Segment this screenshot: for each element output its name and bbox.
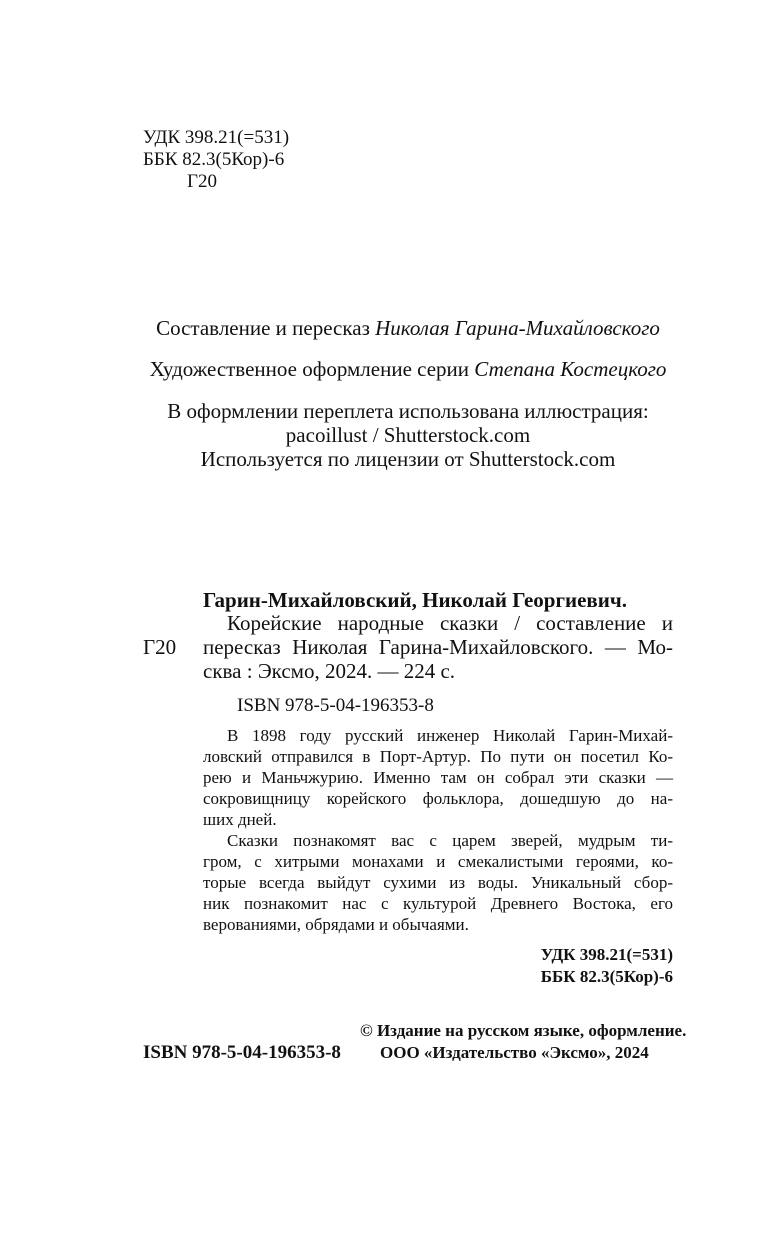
udk-code: УДК 398.21(=531) [143,127,290,148]
copyright-holder: ООО «Издательство «Эксмо», 2024 [380,1043,649,1062]
compilation-name: Николая Гарина-Михайловского [375,316,660,340]
compilation-label: Составление и пересказ [156,316,370,340]
series-design-name: Степана Костецкого [474,357,667,381]
catalog-desc-line: пересказ Николая Гарина-Михайловского. — Мо- [203,635,673,659]
annotation-line: сокровищницу корейского фольклора, дошедшую до на- [203,789,673,808]
annotation-line: ник познакомит нас с культурой Древнего Востока, его [203,894,673,913]
catalog-author-mark: Г20 [143,635,177,659]
annotation-line: рею и Маньчжурию. Именно там он собрал эти сказки — [203,768,673,787]
catalog-udk: УДК 398.21(=531) [540,945,673,964]
catalog-desc-line: сква : Эксмо, 2024. — 224 с. [203,659,456,683]
footer-isbn: ISBN 978-5-04-196353-8 [143,1042,341,1063]
catalog-isbn: ISBN 978-5-04-196353-8 [237,695,434,716]
catalog-desc-line: Корейские народные сказки / составление и [227,611,673,635]
license-line: Используется по лицензии от Shutterstock.com [200,447,616,471]
cover-illustration-line: В оформлении переплета использована иллюстрация: [167,399,649,423]
copyright-line: © Издание на русском языке, оформление. [360,1021,687,1040]
annotation-line: Сказки познакомят вас с царем зверей, мудрым ти- [227,831,673,850]
author-mark: Г20 [187,171,217,192]
annotation-line: торые всегда выйдут сухими из воды. Уникальный сбор- [203,873,673,892]
annotation-line: ших дней. [203,810,277,829]
compilation-credit [0,317,768,340]
annotation-line: В 1898 году русский инженер Николай Гарин-Михай- [227,726,673,745]
bbk-code: ББК 82.3(5Кор)-6 [143,149,285,170]
annotation-line: гром, с хитрыми монахами и смекалистыми героями, ко- [203,852,673,871]
annotation-line: верованиями, обрядами и обычаями. [203,915,469,934]
annotation-line: ловский отправился в Порт-Артур. По пути он посетил Ко- [203,747,673,766]
series-design-label: Художественное оформление серии [149,357,470,381]
catalog-heading: Гарин-Михайловский, Николай Георгиевич. [203,588,627,612]
cover-illustration-source: pacoillust / Shutterstock.com [285,423,531,447]
catalog-bbk: ББК 82.3(5Кор)-6 [540,967,673,986]
series-design-credit [0,358,768,381]
